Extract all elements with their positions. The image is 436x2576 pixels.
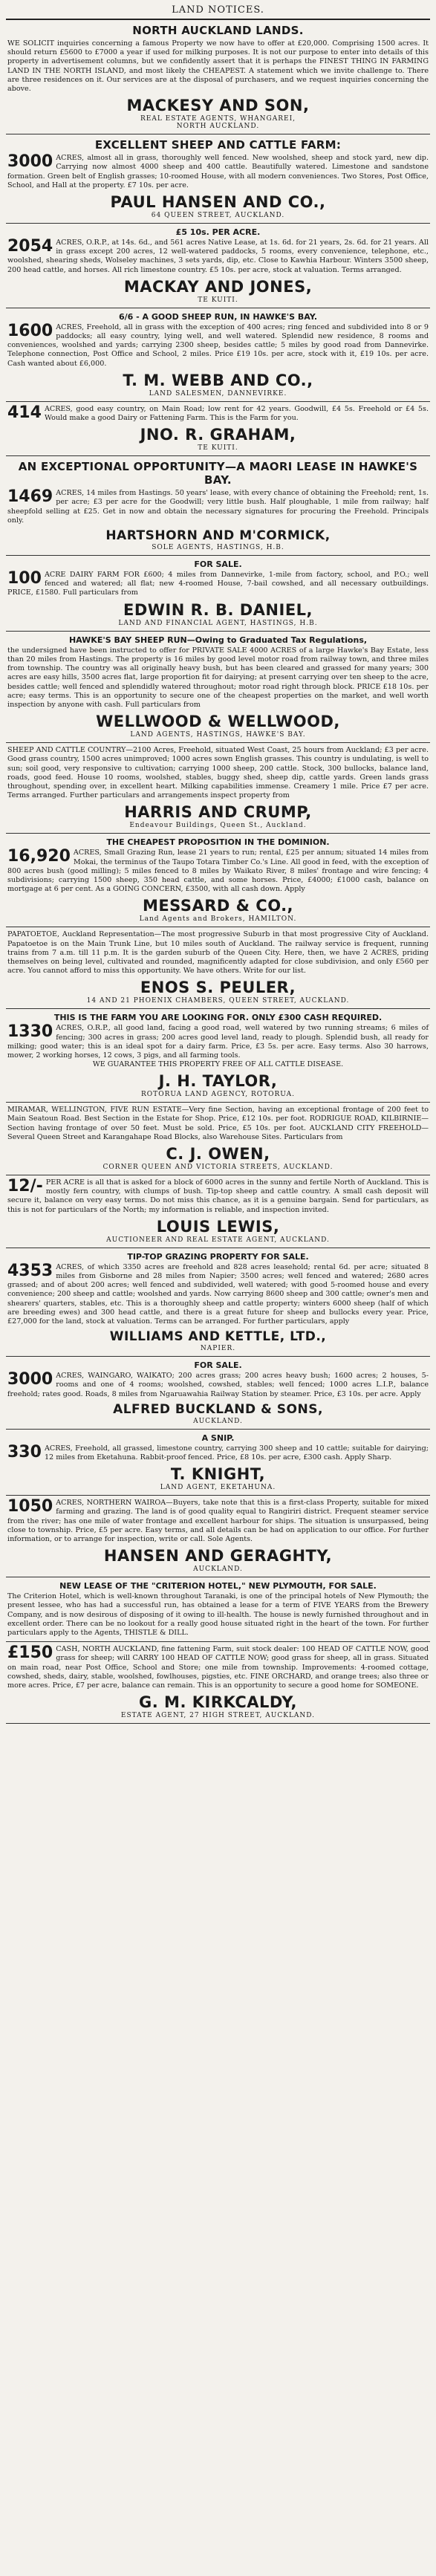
agent-address: LAND AGENTS, HASTINGS, HAWKE'S BAY. [130, 731, 306, 739]
agent-address: NAPIER. [200, 1345, 236, 1353]
ad-body-text: MIRAMAR, WELLINGTON, FIVE RUN ESTATE—Very fine Section, having an exceptional frontage of 200 feet to Main Seatoun Road. Best Section in the Estate for Shop. Price, £12 10s. per foot. RODRIGUE ROAD, KILBIRNIE—Section having frontage of over 50 feet. Must be sold. Price, £5 10s. per foot. AUCKLAND CITY FREEHOLD—Several Queen Street and Karangahape Road Blocks, also Warehouse Sites. Particulars from [7, 1106, 429, 1141]
agent-address: CORNER QUEEN AND VICTORIA STREETS, AUCKLAND. [103, 1163, 333, 1171]
agent-address: 14 AND 21 PHOENIX CHAMBERS, QUEEN STREET, AUCKLAND. [86, 997, 350, 1005]
ad-body [7, 1444, 429, 1462]
advertisement [6, 1175, 430, 1248]
agent-name: T. M. WEBB AND CO., [123, 371, 313, 389]
agent-address: LAND AGENT, EKETAHUNA. [160, 1484, 276, 1492]
ad-lead-figure: 1469 [7, 487, 53, 507]
ad-subheading: THIS IS THE FARM YOU ARE LOOKING FOR. ONLY £300 CASH REQUIRED. [53, 1013, 383, 1023]
ad-body-text: the undersigned have been instructed to offer for PRIVATE SALE 4000 ACRES of a large Hawke's Bay Estate, less than 20 miles from Hastings. The property is 16 miles by good level motor road from railway town, and three miles from township. The country was all originally heavy bush, but has been cleared and grassed for many years; 300 acres are easy hills, 3500 acres flat, large proportion fit for dairying; at present carrying over ten sheep to the acre, besides cattle; well fenced and splendidly watered throughout; motor road right through block. PRICE £18 10s. per acre; easy terms. This is an opportunity to secure one of the cheapest properties on the market, and well worth inspection by anyone with cash. Full particulars from [7, 646, 429, 709]
agent-name: MACKAY AND JONES, [123, 277, 313, 296]
advertisement [6, 834, 430, 927]
ad-lead-figure: £150 [7, 1644, 53, 1663]
land-notices-page [6, 0, 430, 1724]
advertisement [6, 20, 430, 134]
ad-body-text: PER ACRE is all that is asked for a block of 6000 acres in the sunny and fertile North of Auckland. This is mostly fern country, with clumps of bush. Tip-top sheep and cattle country. A small cash deposit will secure it, balance on very easy terms. Do not miss this chance, as it is a genuine bargain. Send for particulars, as this is not for particulars of the North; my information is reliable, and inspection invited. [7, 1178, 429, 1214]
ad-body [7, 154, 429, 190]
advertisement [6, 134, 430, 224]
ad-body [7, 1263, 429, 1326]
ad-body [7, 930, 429, 976]
agent-address: Land Agents and Brokers, HAMILTON. [139, 915, 297, 924]
advertisement [6, 1430, 430, 1496]
agent-address: TE KUITI. [198, 444, 238, 452]
ad-body [7, 849, 429, 894]
agent-name: JNO. R. GRAHAM, [140, 426, 296, 444]
ad-lead-figure: 1330 [7, 1022, 53, 1042]
agent-address: SOLE AGENTS, HASTINGS, H.B. [152, 544, 284, 552]
ad-body [7, 405, 429, 423]
ads-column [6, 20, 430, 1724]
agent-address: TE KUITI. [198, 296, 238, 304]
ad-body [7, 323, 429, 369]
ad-body-text: ACRES, NORTHERN WAIROA—Buyers, take note that this is a first-class Property, suitable for mixed farming and grazing. The land is of good quality equal to Rangiriri district. Frequent steamer service from the river; has one mile of water frontage and excellent harbour for ships. The situation is unsurpassed, being close to township. Price, £5 per acre. Easy terms, and all details can be had on application to our office. For further information, or to arrange for inspection, write or call. Sole Agents. [7, 1499, 429, 1544]
ad-body-text: CASH, NORTH AUCKLAND, fine fattening Farm, suit stock dealer: 100 HEAD OF CATTLE NOW, good grass for sheep; will CARRY 100 HEAD OF CATTLE NOW; good grass for sheep, all in grass. Situated on main road, near Post Office, School and Store; one mile from township. Improvements: 4-roomed cottage, cowshed, sheds, dairy, stable, woolshed, fowlhouses, pigsties, etc. FINE ORCHARD, and orange trees; also three or more acres. Price, £7 per acre, balance can remain. This is an opportunity to secure a good home for SOMEONE. [7, 1645, 429, 1690]
ad-lead-figure: 12/- [7, 1176, 43, 1195]
ad-body-text: PAPATOETOE, Auckland Representation—The most progressive Suburb in that most progressive City of Auckland. Papatoetoe is on the Main Trunk Line, but 10 miles south of Auckland. The railway service is frequent, running trains from 7 a.m. till 11 p.m. It is the garden suburb of the Queen City. Here, then, we have 2 ACRES, priding themselves on being level, cultivated and rounded, magnificently adapted for close subdivision, and only £560 per acre. You cannot afford to miss this opportunity. We have others. Write for our list. [7, 930, 429, 976]
advertisement [6, 224, 430, 308]
agent-name: HARTSHORN AND M'CORMICK, [105, 528, 331, 544]
ad-body-text: WE SOLICIT inquiries concerning a famous Property we now have to offer at £20,000. Comprising 1500 acres. It should return £5600 to £7000 a year if used for milking purposes. It is not our purpose to enter into details of this property in advertisement columns, but we confidently assert that it is perhaps the FINEST THING IN FARMING LAND IN THE NORTH ISLAND, and most likely the CHEAPEST. A statement which we invite challenge to. There are three residences on it. Our services are at the disposal of purchasers, and we request inquiries concerning the above. [7, 39, 429, 94]
advertisement [6, 1642, 430, 1724]
ad-body-text: ACRES, WAINGARO, WAIKATO; 200 acres grass; 200 acres heavy bush; 1600 acres; 2 houses, 5-rooms and one of 4 rooms; woolshed, cowshed, stables; well fenced; 1000 acres L.I.P., balance freehold; rates good. Roads, 8 miles from Ngaruawahia Railway Station by steamer. Price, £3 10s. per acre. Apply [7, 1372, 429, 1398]
ad-body [7, 1178, 429, 1215]
ad-lead-figure: 414 [7, 403, 42, 422]
agent-address: 64 QUEEN STREET, AUCKLAND. [151, 212, 285, 220]
advertisement [6, 1103, 430, 1175]
ad-heading: AN EXCEPTIONAL OPPORTUNITY—A MAORI LEASE IN HAWKE'S BAY. [18, 460, 418, 487]
advertisement [6, 632, 430, 743]
masthead: LAND NOTICES. [6, 3, 430, 20]
ad-body [7, 1372, 429, 1399]
agent-address: LAND SALESMEN, DANNEVIRKE. [149, 389, 287, 398]
ad-subheading: A SNIP. [201, 1433, 235, 1443]
ad-lead-figure: 3000 [7, 1370, 53, 1389]
ad-subheading: TIP-TOP GRAZING PROPERTY FOR SALE. [127, 1251, 309, 1262]
ad-guarantee-line: WE GUARANTEE THIS PROPERTY FREE OF ALL CATTLE DISEASE. [92, 1060, 344, 1069]
ad-body [7, 1592, 429, 1638]
advertisement [6, 456, 430, 556]
ad-lead-figure: 2054 [7, 237, 53, 256]
agent-name: MESSARD & CO., [142, 897, 294, 915]
ad-subheading: THE CHEAPEST PROPOSITION IN THE DOMINION. [106, 837, 330, 848]
ad-body-text: ACRES, O.R.P., at 14s. 6d., and 561 acres Native Lease, at 1s. 6d. for 21 years, 2s. 6d. for 21 years. All in grass except 200 acres, 12 well-watered paddocks, 5 rooms, every convenience, telephone, etc., woolshed, shearing sheds, Wolseley machines, 3 sets yards, dip, etc. Close to Kawhia Harbour. Winters 3500 sheep, 200 head cattle, and horses. All rich limestone country. £5 10s. per acre, stock at valuation. Terms arranged. [7, 239, 429, 274]
ad-subheading: HAWKE'S BAY SHEEP RUN—Owing to Graduated Tax Regulations, [68, 635, 368, 645]
ad-subheading: FOR SALE. [194, 559, 242, 570]
ad-body-text: ACRES, Small Grazing Run, lease 21 years to run; rental, £25 per annum; situated 14 miles from Mokai, the terminus of the Taupo Totara Timber Co.'s Line. All good in feed, with the exception of 800 acres bush (good milling); 5 miles fenced to 8 miles by Waikato River, 8 miles' frontage and wire fencing; 4 subdivisions; carrying 1500 sheep, 350 head cattle, and some horses. Price, £4000; £1000 cash, balance on mortgage at 6 per cent. As a GOING CONCERN, £3500, with all cash down. Apply [7, 849, 429, 894]
advertisement [6, 927, 430, 1009]
ad-subheading: NEW LEASE OF THE "CRITERION HOTEL," NEW PLYMOUTH, FOR SALE. [59, 1581, 377, 1592]
ad-lead-figure: 4353 [7, 1261, 53, 1280]
ad-body-text: ACRES, O.R.P., all good land, facing a good road, well watered by two running streams; 6 miles of fencing; 300 acres in grass; 200 acres good level land, ready to plough. Splendid bush, all ready for milking; good water; this is an ideal spot for a dairy farm. Price, £3 5s. per acre. Easy terms. Also 30 harrows, mower, 2 working horses, 12 cows, 3 pigs, and all farming tools. [7, 1024, 429, 1060]
ad-body-text: ACRES, Freehold, all grassed, limestone country, carrying 300 sheep and 10 cattle; suitable for dairying; 12 miles from Eketahuna. Rabbit-proof fenced. Price, £8 10s. per acre, £300 cash. Apply Sharp. [44, 1444, 429, 1462]
agent-name: J. H. TAYLOR, [158, 1072, 278, 1091]
advertisement [6, 1577, 430, 1642]
agent-address: ESTATE AGENT, 27 HIGH STREET, AUCKLAND. [120, 1712, 316, 1720]
advertisement [6, 1496, 430, 1577]
advertisement [6, 402, 430, 456]
ad-subheading: £5 10s. PER ACRE. [175, 227, 261, 238]
agent-address: AUCKLAND. [193, 1566, 243, 1574]
advertisement [6, 743, 430, 834]
agent-address: LAND AND FINANCIAL AGENT, HASTINGS, H.B. [118, 619, 318, 627]
agent-name: EDWIN R. B. DANIEL, [123, 600, 313, 619]
agent-name: PAUL HANSEN AND CO., [110, 193, 326, 212]
ad-body-text: The Criterion Hotel, which is well-known throughout Taranaki, is one of the principal hotels of New Plymouth; the present lessee, who has had a successful run, has obtained a lease for a term of FIVE YEARS from the Brewery Company, and is now desirous of disposing of it owing to ill-health. The house is newly furnished throughout and in excellent order. There can be no lookout for a really good house situated right in the heart of the town. For further particulars apply to the Agents, THISTLE & DILL. [7, 1592, 429, 1638]
agent-name: WILLIAMS AND KETTLE, LTD., [109, 1329, 327, 1345]
agent-name: HARRIS AND CRUMP, [124, 803, 312, 822]
ad-body [7, 39, 429, 94]
ad-body-text: ACRES, almost all in grass, thoroughly well fenced. New woolshed, sheep and stock yard, new dip. Carrying now almost 4000 sheep and 400 cattle. Beautifully watered. Limestone and sandstone formation. Green belt of English grasses; 10-roomed House, with all modern conveniences. Two Stores, Post Office, School, and Hall at the property. £7 10s. per acre. [7, 154, 429, 189]
ad-body [7, 489, 429, 525]
ad-body [7, 646, 429, 710]
agent-name: C. J. OWEN, [166, 1144, 270, 1163]
advertisement [6, 308, 430, 402]
advertisement [6, 556, 430, 632]
agent-address: REAL ESTATE AGENTS, WHANGAREI, [140, 115, 296, 123]
ad-body-text: SHEEP AND CATTLE COUNTRY—2100 Acres, Freehold, situated West Coast, 25 hours from Auckland; £3 per acre. Good grass country, 1500 acres unimproved; 1000 acres sown English grasses. This country is undulating, is well to sun; soil good, very responsive to cultivation; carrying 1000 sheep, 200 cattle. Stock, 300 bullocks, balance land, roads, good feed. House 10 rooms, woolshed, stables, buggy shed, sheep dip, cattle yards. Green lands grass throughout, spending over, in excellent heart. Milking capabilities immense. Creamery 1 mile. Price £7 per acre. Terms arranged. Further particulars and arrangements inspect property from [7, 746, 429, 800]
ad-body [7, 239, 429, 275]
agent-address: ROTORUA LAND AGENCY, ROTORUA. [141, 1091, 295, 1099]
ad-lead-figure: 100 [7, 569, 42, 588]
ad-subheading: FOR SALE. [194, 1360, 242, 1371]
agent-address: AUCKLAND. [193, 1417, 243, 1425]
agent-place: NORTH AUCKLAND. [176, 123, 260, 131]
agent-address: AUCTIONEER AND REAL ESTATE AGENT, AUCKLAND. [106, 1236, 330, 1244]
agent-name: T. KNIGHT, [170, 1465, 266, 1484]
advertisement [6, 1248, 430, 1357]
agent-name: HANSEN AND GERAGHTY, [103, 1547, 333, 1566]
ad-lead-figure: 1600 [7, 321, 53, 340]
agent-name: LOUIS LEWIS, [156, 1217, 280, 1236]
ad-body-text: ACRE DAIRY FARM FOR £600; 4 miles from Dannevirke, 1-mile from factory, school, and P.O.; well fenced and watered; all flat; new 4-roomed House, 7-bail cowshed, and all necessary outbuildings. PRICE, £1580. Full particulars from [7, 571, 429, 597]
agent-name: WELLWOOD & WELLWOOD, [96, 713, 340, 731]
ad-lead-figure: 3000 [7, 152, 53, 172]
ad-body [7, 746, 429, 800]
ad-body [7, 1645, 429, 1690]
agent-name: ALFRED BUCKLAND & SONS, [113, 1401, 323, 1417]
advertisement [6, 1357, 430, 1430]
ad-lead-figure: 330 [7, 1442, 42, 1461]
ad-heading: EXCELLENT SHEEP AND CATTLE FARM: [94, 138, 342, 152]
agent-name: MACKESY AND SON, [126, 97, 310, 115]
ad-body-text: ACRES, good easy country, on Main Road; low rent for 42 years. Goodwill, £4 5s. Freehold or £4 5s. Would make a good Dairy or Fattening Farm. This is the Farm for you. [44, 404, 429, 423]
ad-body [7, 1499, 429, 1544]
ad-body-text: ACRES, of which 3350 acres are freehold and 828 acres leasehold; rental 6d. per acre; situated 8 miles from Gisborne and 28 miles from Napier; 3500 acres; well fenced and watered; 2680 acres grassed; and of about 200 acres; well fenced and subdivided, well watered; with good 5-roomed house and every convenience; 200 sheep and cattle; woolshed and yards. Now carrying 8600 sheep and 300 cattle; owner's men and shearers' quarters, stables, etc. This is a thoroughly sheep and cattle property; winters 6000 sheep (half of which are breeding ewes) and 300 head cattle, and there is a great future for sheep and bullocks every year. Price, £27,000 for the land, stock at valuation. Terms can be arranged. For further particulars, apply [7, 1262, 429, 1326]
ad-heading: NORTH AUCKLAND LANDS. [132, 24, 304, 37]
ad-lead-figure: 1050 [7, 1497, 53, 1516]
agent-address: Endeavour Buildings, Queen St., Auckland. [129, 822, 307, 830]
ad-body [7, 1106, 429, 1142]
ad-body-text: ACRES, 14 miles from Hastings. 50 years' lease, with every chance of obtaining the Freehold; rent, 1s. per acre; £3 per acre for the Goodwill; very little bush. Half ploughable, 1 mile from railway; half sheepfold selling at £25. Get in now and obtain the necessary signatures for procuring the Freehold. Principals only. [7, 489, 429, 525]
ad-subheading: 6/6 - A GOOD SHEEP RUN, IN HAWKE'S BAY. [118, 311, 318, 322]
ad-body [7, 1024, 429, 1060]
agent-name: G. M. KIRKCALDY, [139, 1693, 297, 1712]
agent-name: ENOS S. PEULER, [140, 979, 296, 997]
advertisement [6, 1009, 430, 1103]
ad-body [7, 571, 429, 598]
ad-lead-figure: 16,920 [7, 847, 71, 866]
ad-body-text: ACRES, Freehold, all in grass with the exception of 400 acres; ring fenced and subdivided into 8 or 9 paddocks; all easy country, lying well, and well watered. Splendid new residence, 8 rooms and conveniences, woolshed and yards; carrying 2300 sheep, besides cattle; 5 miles by good road from Dannevirke. Telephone connection, Post Office and School, 2 miles. Price £19 10s. per acre, stock with it, £19 10s. per acre. Cash wanted about £6,000. [7, 322, 429, 368]
